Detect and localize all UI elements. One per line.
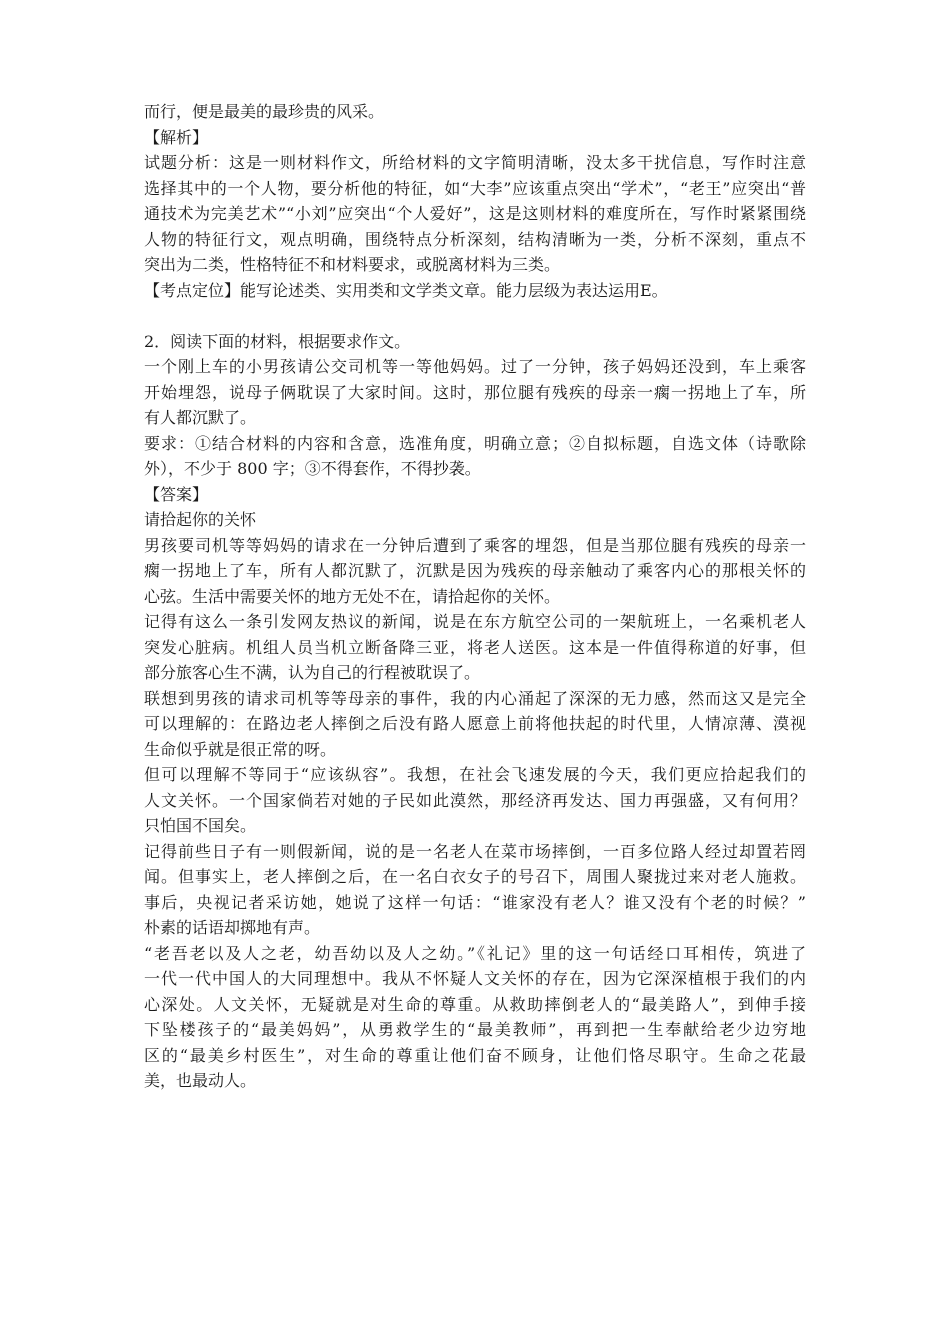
essay-line: 只怕国不国矣。: [144, 816, 257, 835]
essay-line: 下坠楼孩子的“最美妈妈”，从勇救学生的“最美教师”，再到把一生奉献给老少边穷地: [144, 1020, 806, 1039]
answer-heading: 【答案】: [144, 484, 209, 504]
closing-line: 而行，便是最美的最珍贵的风采。: [144, 102, 385, 121]
essay-line: 事后，央视记者采访她，她说了这样一句话：“谁家没有老人？谁又没有个老的时候？”: [144, 892, 806, 912]
essay-line: 记得前些日子有一则假新闻，说的是一名老人在菜市场摔倒，一百多位路人经过却置若罔: [144, 841, 806, 861]
kaodian-line: 【考点定位】能写论述类、实用类和文学类文章。能力层级为表达运用E。: [144, 280, 668, 300]
analysis-line: 突出为二类，性格特征不和材料要求，或脱离材料为三类。: [144, 255, 561, 274]
question-line: 外），不少于 800 字；③不得套作，不得抄袭。: [144, 459, 481, 478]
essay-line: “老吾老以及人之老，幼吾幼以及人之幼。”《礼记》里的这一句话经口耳相传，筑进了: [144, 943, 806, 963]
essay-line: 生命似乎就是很正常的呀。: [144, 739, 337, 759]
essay-line: 区的“最美乡村医生”，对生命的尊重让他们奋不顾身，让他们恪尽职守。生命之花最: [144, 1045, 806, 1065]
analysis-line: 试题分析：这是一则材料作文，所给材料的文字简明清晰，没太多干扰信息，写作时注意: [144, 153, 806, 172]
essay-line: 朴素的话语却掷地有声。: [144, 918, 321, 937]
essay-line: 部分旅客心生不满，认为自己的行程被耽误了。: [144, 663, 481, 682]
essay-line: 联想到男孩的请求司机等等母亲的事件，我的内心涌起了深深的无力感，然而这又是完全: [144, 688, 806, 708]
essay-line: 可以理解的：在路边老人摔倒之后没有路人愿意上前将他扶起的时代里，人情凉薄、漠视: [144, 714, 806, 733]
question-line: 一个刚上车的小男孩请公交司机等一等他妈妈。过了一分钟，孩子妈妈还没到，车上乘客: [144, 357, 806, 376]
document-page: [144, 99, 806, 1094]
essay-line: 心弦。生活中需要关怀的地方无处不在，请拾起你的关怀。: [144, 586, 561, 606]
question-line: 有人都沉默了。: [144, 408, 257, 427]
section-gap: [144, 303, 806, 329]
essay-line: 记得有这么一条引发网友热议的新闻，说是在东方航空公司的一架航班上，一名乘机老人: [144, 612, 806, 631]
essay-line: 男孩要司机等等妈妈的请求在一分钟后遭到了乘客的埋怨，但是当那位腿有残疾的母亲一: [144, 535, 806, 555]
essay-line: 一代一代中国人的大同理想中。我从不怀疑人文关怀的存在，因为它深深植根于我们的内: [144, 969, 806, 988]
essay-title: 请拾起你的关怀: [144, 510, 257, 529]
question-line: 要求：①结合材料的内容和含意，选准角度，明确立意；②自拟标题，自选文体（诗歌除: [144, 433, 806, 453]
analysis-heading: 【解析】: [144, 127, 209, 147]
essay-line: 人文关怀。一个国家倘若对她的子民如此漠然，那经济再发达、国力再强盛，又有何用？: [144, 790, 806, 810]
essay-line: 美，也最动人。: [144, 1071, 257, 1090]
essay-line: 突发心脏病。机组人员当机立断备降三亚，将老人送医。这本是一件值得称道的好事，但: [144, 637, 806, 657]
analysis-line: 人物的特征行文，观点明确，围绕特点分析深刻，结构清晰为一类，分析不深刻，重点不: [144, 229, 806, 249]
essay-line: 闻。但事实上，老人摔倒之后，在一名白衣女子的号召下，周围人聚拢过来对老人施救。: [144, 867, 806, 886]
question-line: 开始埋怨，说母子俩耽误了大家时间。这时，那位腿有残疾的母亲一瘸一拐地上了车，所: [144, 382, 806, 402]
analysis-line: 选择其中的一个人物，要分析他的特征，如“大李”应该重点突出“学术”，“老王”应突出“普: [144, 178, 806, 198]
question-line: 2．阅读下面的材料，根据要求作文。: [144, 331, 411, 351]
essay-line: 瘸一拐地上了车，所有人都沉默了，沉默是因为残疾的母亲触动了乘客内心的那根关怀的: [144, 561, 806, 580]
analysis-line: 通技术为完美艺术”“小刘”应突出“个人爱好”，这是这则材料的难度所在，写作时紧紧围绕: [144, 204, 806, 223]
essay-line: 但可以理解不等同于“应该纵容”。我想，在社会飞速发展的今天，我们更应拾起我们的: [144, 765, 806, 784]
essay-line: 心深处。人文关怀，无疑就是对生命的尊重。从救助摔倒老人的“最美路人”，到伸手接: [144, 994, 806, 1014]
